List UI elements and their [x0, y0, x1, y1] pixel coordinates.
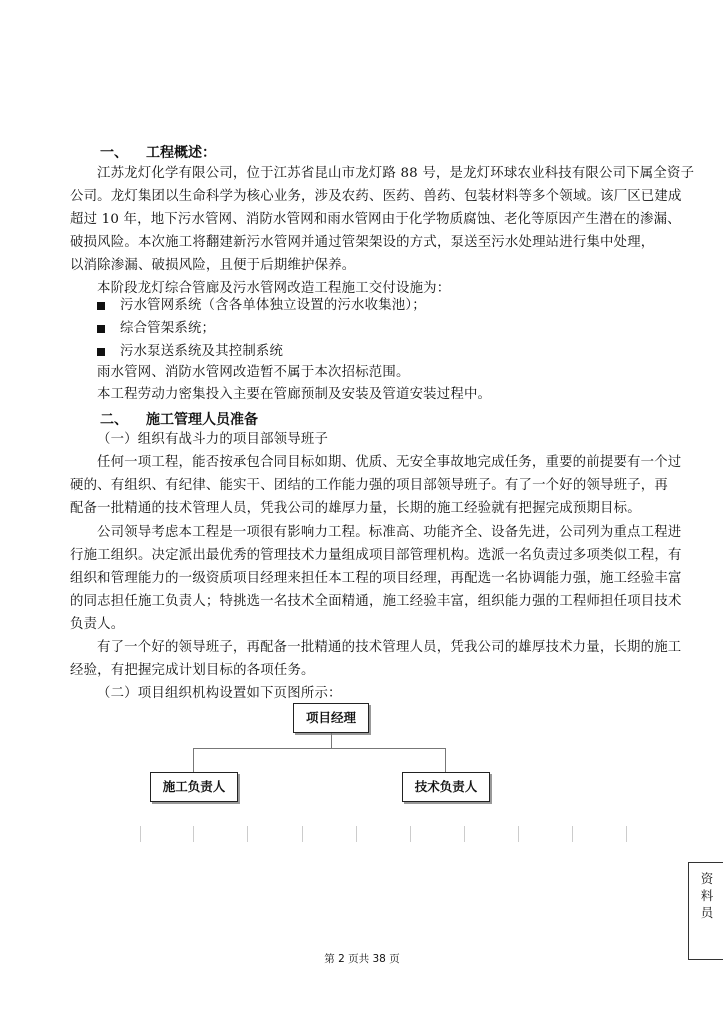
s1-para-line: 以消除渗漏、破损风险，且便于后期维护保养。	[70, 258, 356, 273]
s2-para-line: 组织和管理能力的一级资质项目经理来担任本工程的项目经理，再配选一名协调能力强，施工经验丰富	[70, 571, 682, 586]
bullet-item: 污水管网系统（含各单体独立设置的污水收集池）；	[120, 298, 426, 313]
s2-para-line: 行施工组织。决定派出最优秀的管理技术力量组成项目部管理机构。选派一名负责过多项类似工程，有	[70, 548, 682, 563]
s1-para-line: 超过 10 年，地下污水管网、消防水管网和雨水管网由于化学物质腐蚀、老化等原因产生潜在的渗漏、	[70, 212, 681, 227]
s1-note: 雨水管网、消防水管网改造暂不属于本次招标范围。	[97, 365, 410, 380]
org-stub-line	[572, 826, 573, 842]
org-stub-line	[193, 826, 194, 842]
square-bullet-icon	[97, 348, 105, 356]
s2-para-line: 负责人。	[70, 617, 125, 632]
s1-para-line: 破损风险。本次施工将翻建新污水管网并通过管架架设的方式，泵送至污水处理站进行集中处理，	[70, 235, 655, 250]
s2-para-line: 任何一项工程，能否按承包合同目标如期、优质、无安全事故地完成任务，重要的前提要有一个过	[97, 455, 682, 470]
section1-title: 工程概述：	[146, 145, 216, 161]
org-stub-line	[302, 826, 303, 842]
bullet-item: 污水泵送系统及其控制系统	[120, 344, 284, 359]
s2-subheading: （一）组织有战斗力的项目部领导班子	[97, 432, 329, 447]
square-bullet-icon	[97, 302, 105, 310]
connector-line	[193, 748, 194, 772]
org-stub-line	[518, 826, 519, 842]
square-bullet-icon	[97, 325, 105, 333]
s2-para-line: 的同志担任施工负责人；特挑选一名技术全面精通，施工经验丰富，组织能力强的工程师担任项目技术	[70, 594, 682, 609]
org-box-construction-lead: 施工负责人	[150, 772, 238, 802]
section2-title: 施工管理人员准备	[146, 412, 258, 428]
org-box-technical-lead: 技术负责人	[402, 772, 490, 802]
org-stub-line	[410, 826, 411, 842]
connector-line	[193, 748, 445, 749]
org-stub-line	[626, 826, 627, 842]
org-stub-line	[140, 826, 141, 842]
org-stub-line	[247, 826, 248, 842]
section2-number: 二、	[100, 412, 128, 428]
s2-para-line: 经验，有把握完成计划目标的各项任务。	[70, 663, 315, 678]
s1-para-line: 江苏龙灯化学有限公司，位于江苏省昆山市龙灯路 88 号，是龙灯环球农业科技有限公司下属全资子	[97, 166, 695, 181]
page-footer: 第 2 页共 38 页	[324, 953, 400, 965]
s1-para-line: 公司。龙灯集团以生命科学为核心业务，涉及农药、医药、兽药、包装材料等多个领域。该厂区已建成	[70, 189, 682, 204]
org-box-documentation-label: 资料员	[700, 871, 714, 920]
org-box-project-manager: 项目经理	[293, 703, 369, 733]
s2-para-line: 公司领导考虑本工程是一项很有影响力工程。标准高、功能齐全、设备先进，公司列为重点工程进	[97, 525, 682, 540]
s1-note: 本工程劳动力密集投入主要在管廊预制及安装及管道安装过程中。	[97, 387, 492, 402]
connector-line	[331, 733, 332, 749]
s2-para-line: 配备一批精通的技术管理人员，凭我公司的雄厚力量，长期的施工经验就有把握完成预期目标。	[70, 501, 641, 516]
org-stub-line	[356, 826, 357, 842]
org-stub-line	[464, 826, 465, 842]
connector-line	[445, 748, 446, 772]
s2-para-line: 硬的、有组织、有纪律、能实干、团结的工作能力强的项目部领导班子。有了一个好的领导班子，再	[70, 478, 668, 493]
s2-para-line: 有了一个好的领导班子，再配备一批精通的技术管理人员，凭我公司的雄厚技术力量，长期的施工	[97, 640, 682, 655]
s1-intro: 本阶段龙灯综合管廊及污水管网改造工程施工交付设施为：	[97, 281, 451, 296]
s2-subheading: （二）项目组织机构设置如下页图所示：	[97, 686, 342, 701]
bullet-item: 综合管架系统；	[120, 321, 216, 336]
section1-number: 一、	[100, 145, 128, 161]
